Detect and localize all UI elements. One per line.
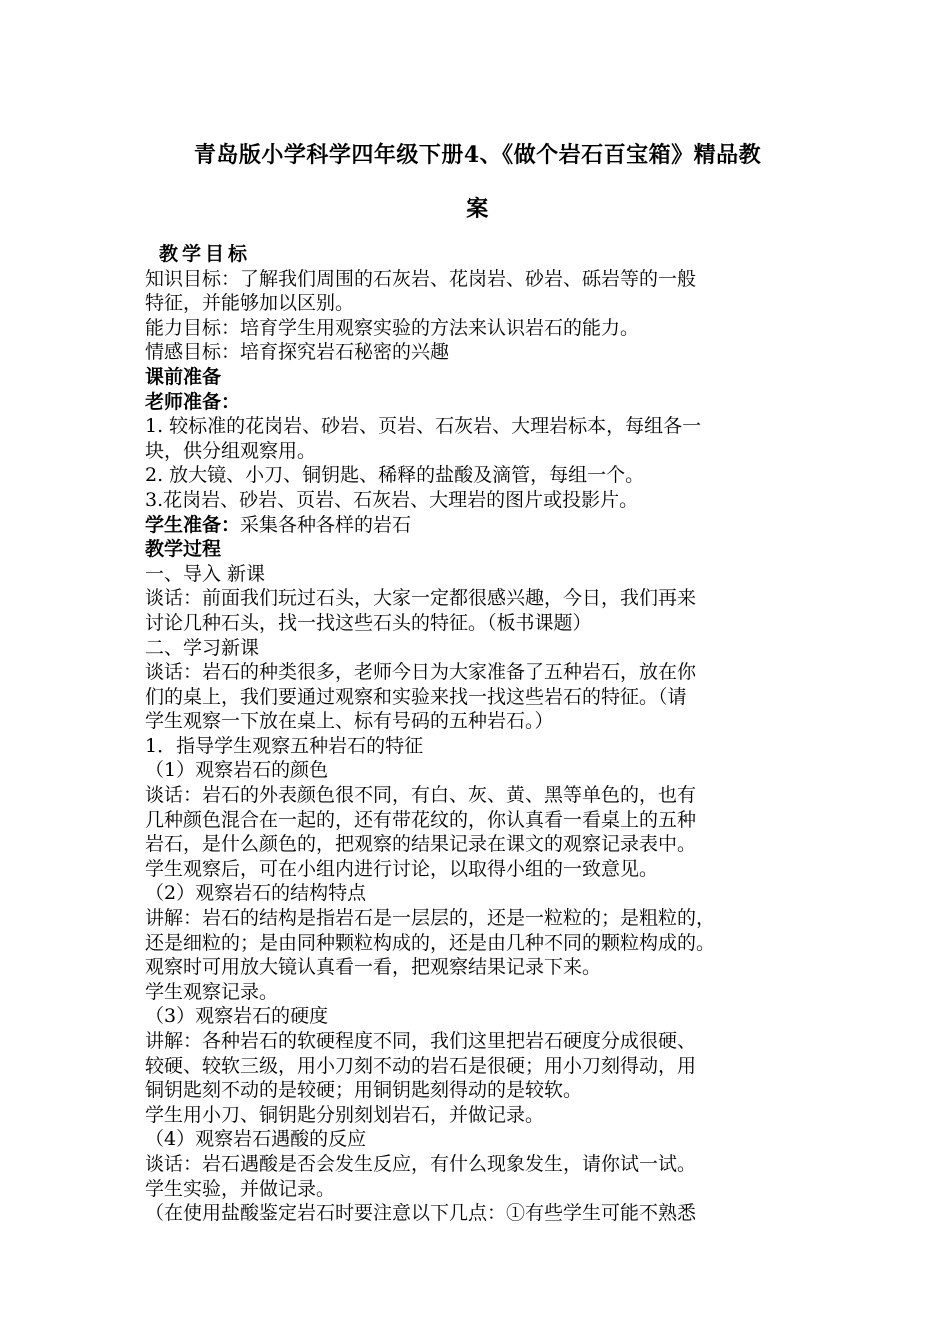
hardness-line-2: 较硬、较软三级，用小刀刻不动的岩石是很硬；用小刀刻得动，用 [145, 1054, 697, 1077]
heading-preparation: 课前准备 [145, 365, 222, 388]
heading-teacher-preparation: 老师准备： [145, 390, 241, 413]
student-prep-text: 采集各种各样的岩石 [240, 513, 412, 536]
color-line-4: 学生观察后，可在小组内进行讨论，以取得小组的一致意见。 [145, 857, 659, 880]
heading-teaching-goals: 教学目标 [159, 243, 252, 265]
color-line-2: 几种颜色混合在一起的，还有带花纹的，你认真看一看桌上的五种 [145, 808, 697, 831]
guide-observe: 1．指导学生观察五种岩石的特征 [145, 734, 424, 757]
acid-line-3: （在使用盐酸鉴定岩石时要注意以下几点：①有些学生可能不熟悉 [145, 1202, 697, 1225]
knowledge-goal-line-2: 特征，并能够加以区别。 [145, 292, 355, 315]
teacher-prep-2: 2. 放大镜、小刀、铜钥匙、稀释的盐酸及滴管，每组一个。 [145, 464, 645, 487]
sub-acid: （4）观察岩石遇酸的反应 [145, 1128, 367, 1151]
student-prep-label: 学生准备： [145, 513, 241, 536]
step-intro: 一、导入 新课 [145, 562, 266, 585]
intro-talk-line-1: 谈话：前面我们玩过石头，大家一定都很感兴趣，今日，我们再来 [145, 587, 697, 610]
intro-talk-line-2: 讨论几种石头，找一找这些石头的特征。（板书课题） [145, 611, 592, 634]
document-title [145, 128, 810, 236]
student-preparation [145, 513, 810, 538]
hardness-line-1: 讲解：各种岩石的软硬程度不同，我们这里把岩石硬度分成很硬、 [145, 1030, 697, 1052]
lesson-talk-line-2: 们的桌上，我们要通过观察和实验来找一找这些岩石的特征。（请 [145, 685, 687, 708]
title-line-1: 青岛版小学科学四年级下册4、《做个岩石百宝箱》精品教 [193, 142, 762, 168]
structure-line-3: 观察时可用放大镜认真看一看，把观察结果记录下来。 [145, 956, 602, 979]
hardness-line-4: 学生用小刀、铜钥匙分别刻划岩石，并做记录。 [145, 1103, 545, 1126]
title-line-2: 案 [466, 196, 489, 222]
hardness-line-3: 铜钥匙刻不动的是较硬；用铜钥匙刻得动的是较软。 [145, 1079, 583, 1102]
document-body [145, 242, 810, 1226]
lesson-talk-line-3: 学生观察一下放在桌上、标有号码的五种岩石。） [145, 710, 554, 733]
structure-line-4: 学生观察记录。 [145, 980, 279, 1003]
sub-color: （1）观察岩石的颜色 [145, 759, 329, 782]
document-page [145, 128, 810, 1226]
teacher-prep-3: 3.花岗岩、砂岩、页岩、石灰岩、大理岩的图片或投影片。 [145, 488, 639, 511]
acid-line-2: 学生实验，并做记录。 [145, 1177, 336, 1200]
lesson-talk-line-1: 谈话：岩石的种类很多，老师今日为大家准备了五种岩石，放在你 [145, 661, 697, 684]
structure-line-1: 讲解：岩石的结构是指岩石是一层层的，还是一粒粒的；是粗粒的， [145, 907, 716, 930]
sub-hardness: （3）观察岩石的硬度 [145, 1005, 329, 1028]
structure-line-2: 还是细粒的；是由同种颗粒构成的，还是由几种不同的颗粒构成的。 [145, 931, 716, 954]
color-line-1: 谈话：岩石的外表颜色很不同，有白、灰、黄、黑等单色的，也有 [145, 784, 697, 807]
color-line-3: 岩石，是什么颜色的，把观察的结果记录在课文的观察记录表中。 [145, 833, 697, 856]
emotion-goal: 情感目标：培育探究岩石秘密的兴趣 [145, 341, 450, 364]
teacher-prep-1-line-1: 1. 较标准的花岗岩、砂岩、页岩、石灰岩、大理岩标本，每组各一 [145, 415, 702, 438]
acid-line-1: 谈话：岩石遇酸是否会发生反应，有什么现象发生，请你试一试。 [145, 1152, 697, 1175]
heading-teaching-process: 教学过程 [145, 538, 222, 561]
teacher-prep-1-line-2: 块，供分组观察用。 [145, 439, 317, 462]
step-new-lesson: 二、学习新课 [145, 636, 260, 659]
sub-structure: （2）观察岩石的结构特点 [145, 882, 367, 905]
knowledge-goal-line-1: 知识目标：了解我们周围的石灰岩、花岗岩、砂岩、砾岩等的一般 [145, 267, 697, 290]
ability-goal: 能力目标：培育学生用观察实验的方法来认识岩石的能力。 [145, 316, 640, 339]
